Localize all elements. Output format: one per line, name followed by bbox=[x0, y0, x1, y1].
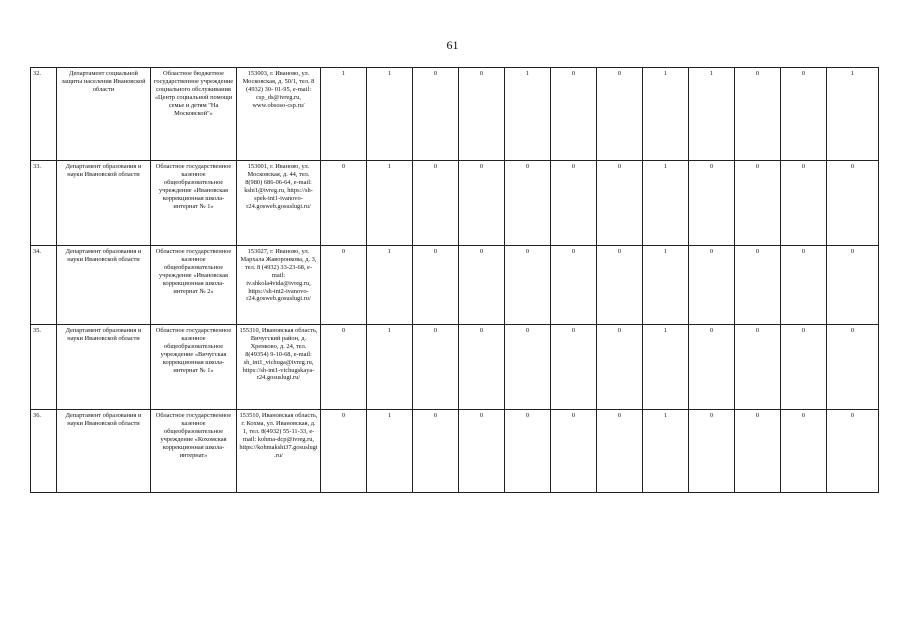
flag-cell: 0 bbox=[459, 161, 505, 246]
flag-cell: 0 bbox=[597, 68, 643, 161]
flag-cell: 0 bbox=[505, 325, 551, 410]
flag-cell: 0 bbox=[413, 68, 459, 161]
row-number: 36. bbox=[31, 410, 57, 493]
row-number: 34. bbox=[31, 246, 57, 325]
flag-cell: 1 bbox=[367, 246, 413, 325]
table-row bbox=[31, 325, 879, 410]
flag-cell: 0 bbox=[321, 161, 367, 246]
organization-cell: Областное государственное казенное общеобразовательное учреждение «Кохомская коррекционная школа-интернат» bbox=[151, 410, 237, 493]
flag-cell: 0 bbox=[413, 246, 459, 325]
flag-cell: 1 bbox=[827, 68, 879, 161]
flag-cell: 0 bbox=[321, 246, 367, 325]
flag-cell: 0 bbox=[413, 410, 459, 493]
flag-cell: 0 bbox=[321, 410, 367, 493]
flag-cell: 0 bbox=[551, 68, 597, 161]
flag-cell: 0 bbox=[689, 246, 735, 325]
flag-cell: 0 bbox=[413, 161, 459, 246]
flag-cell: 0 bbox=[735, 246, 781, 325]
registry-table bbox=[30, 67, 879, 493]
address-cell: 155310, Ивановская область, Вичугский район, д. Хренково, д. 24, тел. 8(49354) 9-10-68, e-mail: sh_int1_vichuga@ivreg.ru, https://sh-int1-vichugskaya-r24.gosuslugi.ru/ bbox=[237, 325, 321, 410]
address-cell: 153001, г. Иваново, ул. Московская, д. 44, тел. 8(980) 686-06-64, e-mail: kshi1@ivreg.ru, https://sh-spek-int1-ivanovo-r24.gosweb.gosuslugi.ru/ bbox=[237, 161, 321, 246]
flag-cell: 1 bbox=[321, 68, 367, 161]
flag-cell: 1 bbox=[367, 410, 413, 493]
address-cell: 153027, г. Иваново, ул. Мархала Жаворонкова, д. 3, тел. 8 (4932) 33-23-68, e-mail: iv.shkola4vida@ivreg.ru, https://sh-int2-ivanovo-r24.gosweb.gosuslugi.ru/ bbox=[237, 246, 321, 325]
flag-cell: 0 bbox=[551, 246, 597, 325]
flag-cell: 0 bbox=[781, 246, 827, 325]
flag-cell: 1 bbox=[367, 68, 413, 161]
flag-cell: 0 bbox=[459, 410, 505, 493]
department-cell: Департамент образования и науки Ивановской области bbox=[57, 161, 151, 246]
flag-cell: 0 bbox=[551, 410, 597, 493]
row-number: 33. bbox=[31, 161, 57, 246]
flag-cell: 0 bbox=[597, 161, 643, 246]
flag-cell: 0 bbox=[781, 325, 827, 410]
flag-cell: 0 bbox=[781, 410, 827, 493]
table-row bbox=[31, 410, 879, 493]
flag-cell: 0 bbox=[781, 68, 827, 161]
flag-cell: 0 bbox=[459, 325, 505, 410]
flag-cell: 0 bbox=[735, 68, 781, 161]
flag-cell: 0 bbox=[735, 325, 781, 410]
address-cell: 153510, Ивановская область, г. Кохма, ул. Ивановская, д. 1, тел. 8(4932) 55-11-33, e-mail: kohma-dcp@ivreg.ru, https://kohmakshi37.gosuslugi.ru/ bbox=[237, 410, 321, 493]
flag-cell: 0 bbox=[781, 161, 827, 246]
flag-cell: 0 bbox=[551, 325, 597, 410]
flag-cell: 0 bbox=[597, 325, 643, 410]
table-row bbox=[31, 246, 879, 325]
flag-cell: 0 bbox=[459, 68, 505, 161]
flag-cell: 1 bbox=[643, 68, 689, 161]
flag-cell: 0 bbox=[321, 325, 367, 410]
row-number: 32. bbox=[31, 68, 57, 161]
flag-cell: 0 bbox=[735, 161, 781, 246]
flag-cell: 0 bbox=[597, 246, 643, 325]
flag-cell: 0 bbox=[413, 325, 459, 410]
department-cell: Департамент образования и науки Ивановской области bbox=[57, 410, 151, 493]
flag-cell: 1 bbox=[367, 325, 413, 410]
flag-cell: 0 bbox=[827, 325, 879, 410]
flag-cell: 1 bbox=[643, 410, 689, 493]
flag-cell: 1 bbox=[643, 325, 689, 410]
page-number: 61 bbox=[446, 38, 459, 52]
flag-cell: 0 bbox=[735, 410, 781, 493]
table-row bbox=[31, 161, 879, 246]
flag-cell: 1 bbox=[643, 246, 689, 325]
flag-cell: 0 bbox=[505, 246, 551, 325]
flag-cell: 0 bbox=[551, 161, 597, 246]
organization-cell: Областное бюджетное государственное учреждение социального обслуживания «Центр социальной помощи семье и детям "На Московской"» bbox=[151, 68, 237, 161]
flag-cell: 0 bbox=[827, 410, 879, 493]
flag-cell: 0 bbox=[689, 161, 735, 246]
address-cell: 153003, г. Иваново, ул. Московская, д. 50/1, тел. 8 (4932) 30- 01-95, e-mail: csp_ds@ivreg.ru, www.obsoso-csp.ru/ bbox=[237, 68, 321, 161]
table-row bbox=[31, 68, 879, 161]
department-cell: Департамент образования и науки Ивановской области bbox=[57, 246, 151, 325]
department-cell: Департамент образования и науки Ивановской области bbox=[57, 325, 151, 410]
flag-cell: 1 bbox=[505, 68, 551, 161]
organization-cell: Областное государственное казенное общеобразовательное учреждение «Ивановская коррекционная школа-интернат № 1» bbox=[151, 161, 237, 246]
flag-cell: 1 bbox=[643, 161, 689, 246]
flag-cell: 0 bbox=[459, 246, 505, 325]
flag-cell: 0 bbox=[689, 410, 735, 493]
flag-cell: 0 bbox=[505, 410, 551, 493]
row-number: 35. bbox=[31, 325, 57, 410]
department-cell: Департамент социальной защиты населения Ивановской области bbox=[57, 68, 151, 161]
flag-cell: 0 bbox=[689, 325, 735, 410]
organization-cell: Областное государственное казенное общеобразовательное учреждение «Ивановская коррекционная школа-интернат № 2» bbox=[151, 246, 237, 325]
flag-cell: 0 bbox=[505, 161, 551, 246]
flag-cell: 0 bbox=[827, 161, 879, 246]
flag-cell: 0 bbox=[597, 410, 643, 493]
flag-cell: 1 bbox=[367, 161, 413, 246]
flag-cell: 0 bbox=[827, 246, 879, 325]
organization-cell: Областное государственное казенное общеобразовательное учреждение «Вичугская коррекционная школа-интернат № 1» bbox=[151, 325, 237, 410]
flag-cell: 1 bbox=[689, 68, 735, 161]
